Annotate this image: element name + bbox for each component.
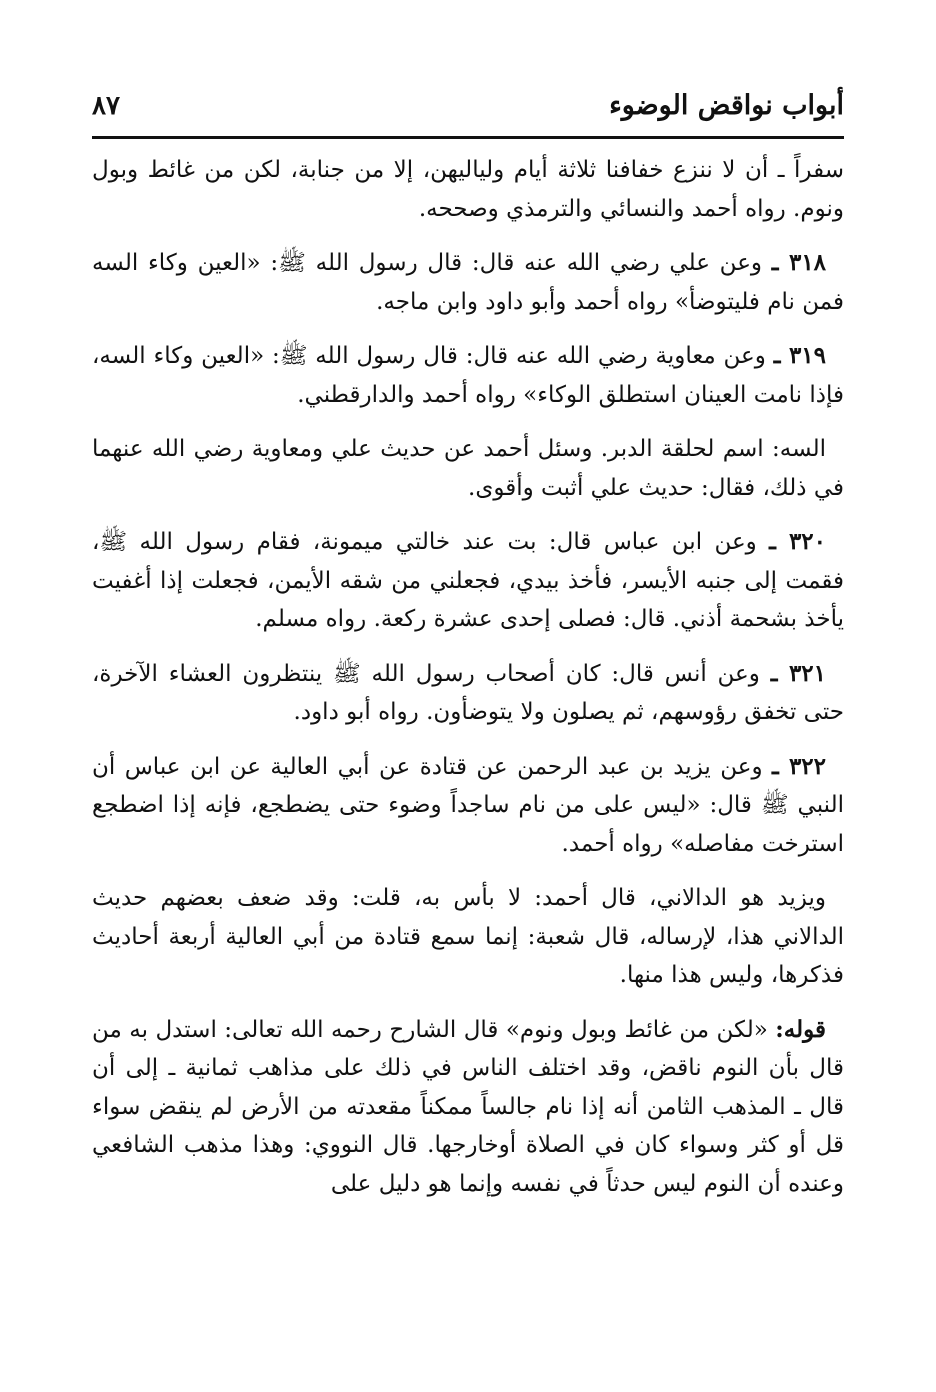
- paragraph-text: السه: اسم لحلقة الدبر. وسئل أحمد عن حديث علي ومعاوية رضي الله عنهما في ذلك، فقال: حديث علي أثبت وأقوى.: [92, 436, 844, 501]
- hadith-321: [92, 655, 844, 732]
- paragraph-continuation: [92, 151, 844, 228]
- paragraph-text: «لكن من غائط وبول ونوم» قال الشارح رحمه الله تعالى: استدل به من قال بأن النوم ناقض، وقد اختلف الناس في ذلك على مذاهب ثمانية ـ إلى أن قال ـ المذهب الثامن أنه إذا نام جالساً ممكناً مقعدته من الأرض لم ينقض سواء قل أو كثر وسواء كان في الصلاة أوخارجها. قال النووي: وهذا مذهب الشافعي وعنده أن النوم ليس حدثاً في نفسه وإنما هو دليل على: [92, 1016, 844, 1197]
- paragraph-text: وعن ابن عباس قال: بت عند خالتي ميمونة، فقام رسول الله ﷺ، فقمت إلى جنبه الأيسر، فأخذ بيدي، فجعلني من شقه الأيمن، فجعلت إذا أغفيت يأخذ بشحمة أذني. قال: فصلى إحدى عشرة ركعة. رواه مسلم.: [92, 529, 844, 632]
- commentary-paragraph: [92, 430, 844, 507]
- hadith-number: ٣٢١ ـ: [770, 659, 827, 687]
- hadith-number: ٣١٨ ـ: [771, 249, 827, 276]
- hadith-number: ٣١٩ ـ: [773, 342, 826, 369]
- commentary-paragraph: [92, 879, 844, 995]
- hadith-322: [92, 748, 844, 864]
- hadith-320: [92, 523, 844, 639]
- hadith-319: [92, 337, 844, 414]
- page-body: [92, 151, 844, 1203]
- paragraph-text: سفراً ـ أن لا ننزع خفافنا ثلاثة أيام ولياليهن، إلا من جنابة، لكن من غائط وبول ونوم. رواه أحمد والنسائي والترمذي وصححه.: [92, 157, 844, 222]
- hadith-318: [92, 244, 844, 321]
- paragraph-text: وعن أنس قال: كان أصحاب رسول الله ﷺ ينتظرون العشاء الآخرة، حتى تخفق رؤوسهم، ثم يصلون ولا يتوضأون. رواه أبو داود.: [92, 660, 844, 725]
- lead-word: قوله:: [775, 1015, 827, 1043]
- paragraph-text: وعن معاوية رضي الله عنه قال: قال رسول الله ﷺ: «العين وكاء السه، فإذا نامت العينان استطلق الوكاء» رواه أحمد والدارقطني.: [92, 343, 844, 408]
- page-header: [92, 78, 844, 139]
- book-page: [92, 78, 844, 1368]
- hadith-number: ٣٢٢ ـ: [772, 752, 826, 780]
- paragraph-text: ويزيد هو الدالاني، قال أحمد: لا بأس به، قلت: وقد ضعف بعضهم حديث الدالاني هذا، لإرساله، قال شعبة: إنما سمع قتادة من أبي العالية أربعة أحاديث فذكرها، وليس هذا منها.: [92, 885, 844, 988]
- paragraph-text: وعن علي رضي الله عنه قال: قال رسول الله ﷺ: «العين وكاء السه فمن نام فليتوضأ» رواه أحمد وأبو داود وابن ماجه.: [92, 250, 844, 315]
- page-number: ٨٧: [92, 91, 120, 121]
- explanation-paragraph: [92, 1011, 844, 1204]
- running-title: أبواب نواقض الوضوء: [609, 90, 844, 121]
- hadith-number: ٣٢٠ ـ: [769, 528, 826, 555]
- paragraph-text: وعن يزيد بن عبد الرحمن عن قتادة عن أبي العالية عن ابن عباس أن النبي ﷺ قال: «ليس على من نام ساجداً وضوء حتى يضطجع، فإنه إذا اضطجع استرخت مفاصله» رواه أحمد.: [92, 753, 844, 857]
